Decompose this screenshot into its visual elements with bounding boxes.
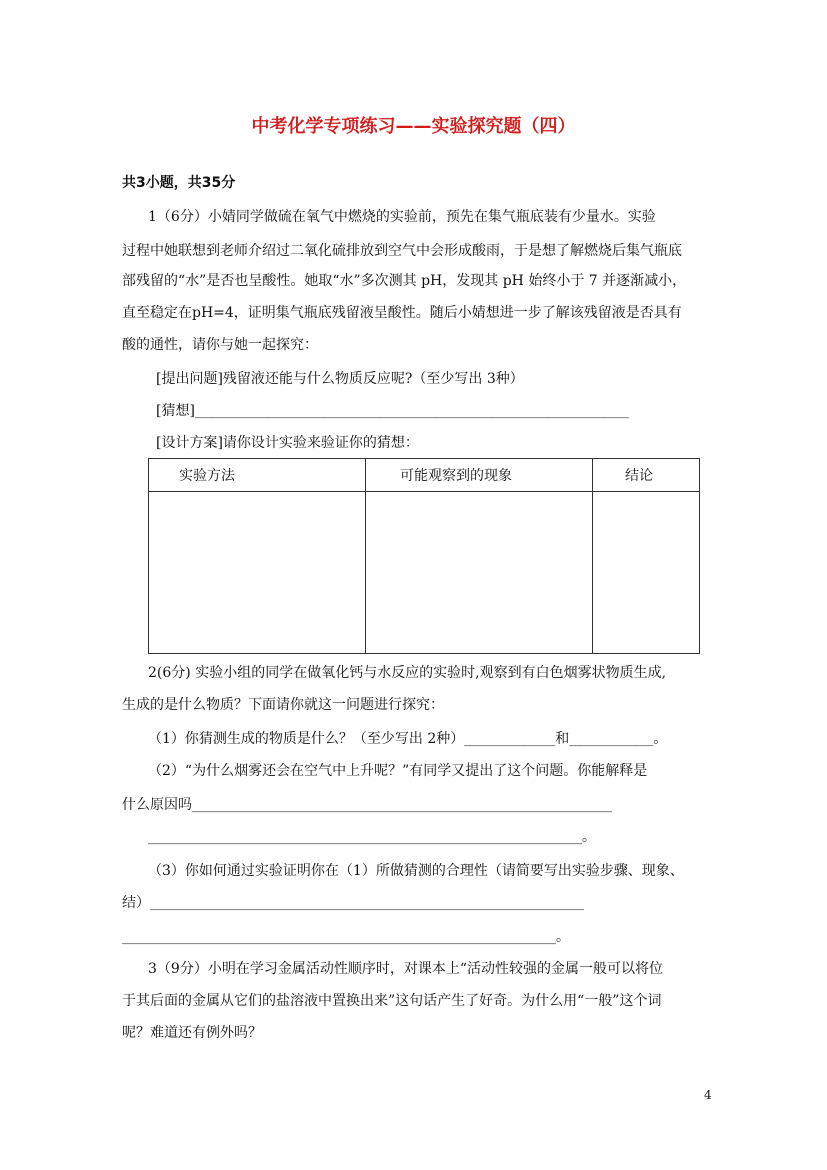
table-cell-observation[interactable] bbox=[366, 492, 593, 654]
q3-line: 于其后面的金属从它们的盐溶液中置换出来”这句话产生了好奇。为什么用“一般”这个词 bbox=[122, 993, 662, 1009]
q2-part3-a: （3）你如何通过实验证明你在（1）所做猜测的合理性（请简要写出实验步骤、现象、 bbox=[148, 863, 684, 879]
q1-line: 1（6分）小婧同学做硫在氧气中燃烧的实验前，预先在集气瓶底装有少量水。实验 bbox=[148, 209, 656, 225]
q1-design: [设计方案]请你设计实验来验证你的猜想： bbox=[156, 435, 419, 451]
q1-line: 过程中她联想到老师介绍过二氧化硫排放到空气中会形成酸雨，于是想了解燃烧后集气瓶底 bbox=[122, 243, 682, 259]
q2-part1[interactable]: （1）你猜测生成的物质是什么？（至少写出 2种）_____________和____________。 bbox=[148, 731, 668, 747]
q1-line: 部残留的“水”是否也呈酸性。她取“水”多次测其 pH，发现其 pH 始终小于 7 并逐渐减小， bbox=[122, 273, 687, 289]
q1-line: 酸的通性，请你与她一起探究： bbox=[122, 337, 318, 353]
q3-line: 呢？难道还有例外吗？ bbox=[122, 1025, 262, 1041]
table-header-observation: 可能观察到的现象 bbox=[366, 459, 593, 492]
q2-line: 生成的是什么物质？下面请你就这一问题进行探究： bbox=[122, 697, 444, 713]
q2-part3-b[interactable]: 结）______________________________________________________________ bbox=[122, 895, 584, 911]
q2-part2-c[interactable]: ______________________________________________________________。 bbox=[148, 829, 596, 845]
q2-part2-b[interactable]: 什么原因吗____________________________________________________________ bbox=[122, 797, 612, 813]
q1-guess-blank[interactable]: [猜想]______________________________________________________________ bbox=[156, 403, 629, 419]
table-cell-method[interactable] bbox=[149, 492, 366, 654]
q2-line: 2(6分) 实验小组的同学在做氧化钙与水反应的实验时,观察到有白色烟雾状物质生成, bbox=[148, 665, 667, 681]
page-title: 中考化学专项练习——实验探究题（四） bbox=[251, 116, 576, 137]
summary: 共3小题，共35分 bbox=[122, 175, 236, 191]
q2-part2-a: （2）“为什么烟雾还会在空气中上升呢？”有同学又提出了这个问题。你能解释是 bbox=[148, 763, 648, 779]
q1-line: 直至稳定在pH=4，证明集气瓶底残留液呈酸性。随后小婧想进一步了解该残留液是否具有 bbox=[122, 305, 682, 321]
q1-question: [提出问题]残留液还能与什么物质反应呢?（至少写出 3种） bbox=[156, 371, 524, 387]
table-header-method: 实验方法 bbox=[149, 459, 366, 492]
table-header-conclusion: 结论 bbox=[593, 459, 700, 492]
q2-part3-c[interactable]: ______________________________________________________________。 bbox=[122, 929, 570, 945]
page-number: 4 bbox=[704, 1088, 712, 1102]
q3-line: 3（9分）小明在学习金属活动性顺序时，对课本上“活动性较强的金属一般可以将位 bbox=[148, 961, 663, 977]
table-cell-conclusion[interactable] bbox=[593, 492, 700, 654]
experiment-table bbox=[148, 458, 700, 654]
